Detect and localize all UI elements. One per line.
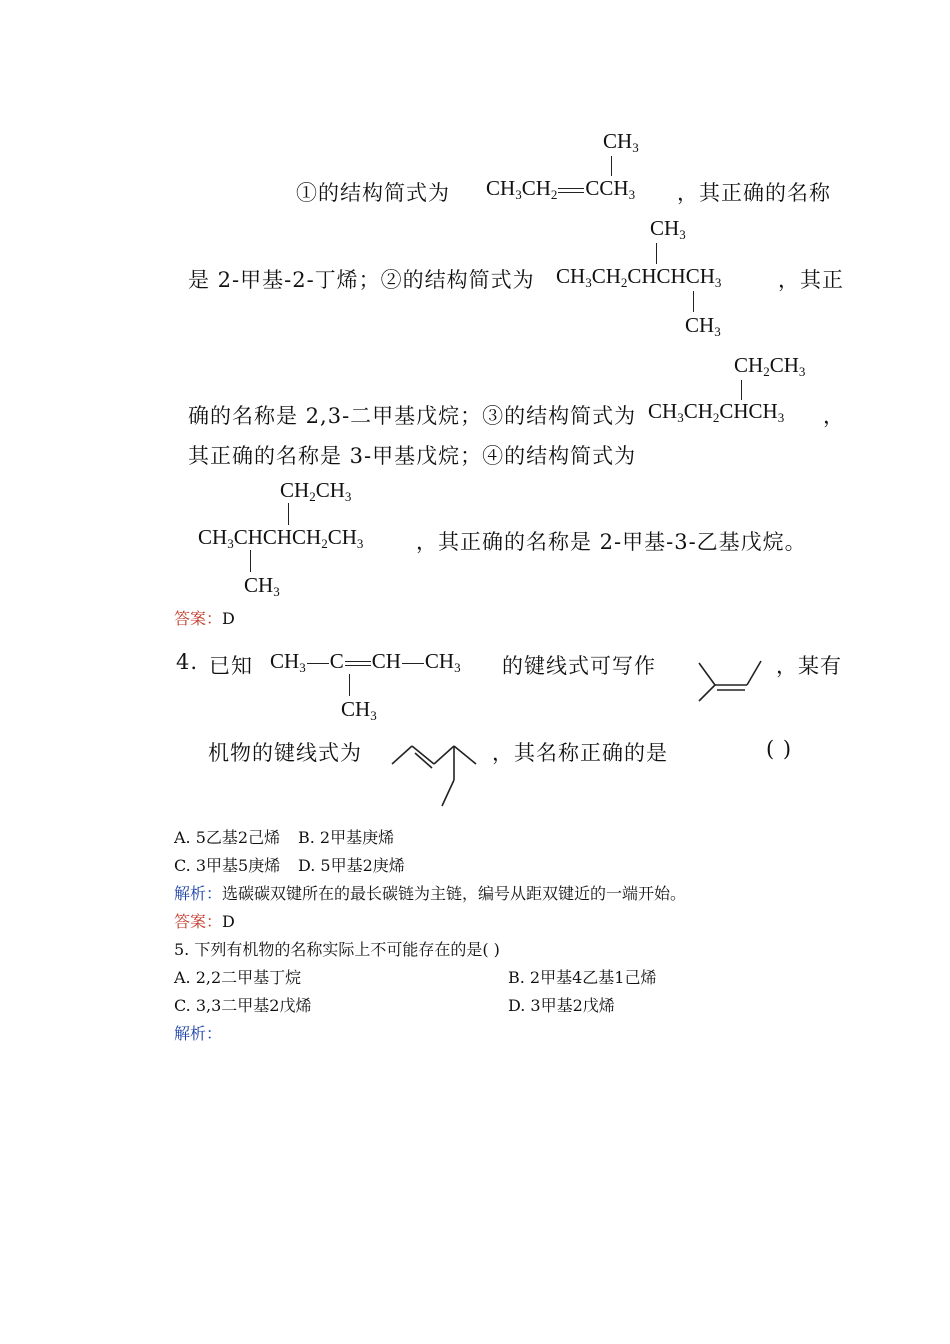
sol3-line3-prefix: 确的名称是 2,3-二甲基戊烷；③的结构简式为 <box>188 404 637 428</box>
sol3-line2-prefix: 是 2-甲基-2-丁烯；②的结构简式为 <box>188 268 535 292</box>
q5-option-b: B. 2甲基4乙基1己烯 <box>508 968 657 987</box>
q4-formula-bond <box>349 674 350 696</box>
analysis-label: 解析： <box>174 884 223 903</box>
formula-4-branch-top: $CH_2CH_3$ <box>280 478 352 504</box>
formula-4-bond-bottom <box>250 550 251 572</box>
formula-3-bond <box>741 380 742 400</box>
sol3-line2-suffix: ，其正 <box>778 268 844 292</box>
sol3-line1-prefix: ①的结构简式为 <box>296 181 450 205</box>
q4-option-d: D. 5甲基2庚烯 <box>298 856 405 875</box>
q4-number: 4. <box>176 650 199 674</box>
answer-label: 答案： <box>174 609 223 628</box>
q5-option-d: D. 3甲基2戊烯 <box>508 996 615 1015</box>
sol3-line4: 其正确的名称是 3-甲基戊烷；④的结构简式为 <box>188 444 637 468</box>
q4-skeletal-molecule <box>388 722 488 810</box>
sol3-line5-suffix: ，其正确的名称是 2-甲基-3-乙基戊烷。 <box>416 530 807 554</box>
formula-4: $CH_3CHCHCH_2CH_3$ <box>198 525 364 551</box>
q5-option-c: C. 3,3二甲基2戊烯 <box>174 996 312 1015</box>
formula-1: $CH_3CH_2$ $CCH_3$ <box>486 176 636 202</box>
q4-mid-text: 的键线式可写作 <box>502 654 656 678</box>
formula-2-bond-bottom <box>693 291 694 312</box>
q4-tail-text: ，某有 <box>776 654 842 678</box>
formula-3-branch: $CH_2CH_3$ <box>734 353 806 379</box>
formula-1-branch: $CH_3$ <box>603 129 639 155</box>
formula-2-branch-top: $CH_3$ <box>650 216 686 242</box>
answer-value: D <box>222 912 235 931</box>
q4-option-c: C. 3甲基5庚烯 <box>174 856 281 875</box>
q4-known: 已知 <box>209 654 253 678</box>
formula-4-bond-top <box>288 503 289 525</box>
q4-option-b: B. 2甲基庚烯 <box>298 828 395 847</box>
formula-2: $CH_3CH_2CHCHCH_3$ <box>556 264 722 290</box>
answer-label: 答案： <box>174 912 223 931</box>
formula-2-bond-top <box>656 243 657 264</box>
q4-answer <box>174 909 235 932</box>
q4-line2-suffix: ，其名称正确的是 <box>492 741 668 765</box>
answer-value: D <box>222 609 235 628</box>
formula-2-branch-bottom: $CH_3$ <box>685 313 721 339</box>
q4-answer-blank: ( ) <box>766 737 793 761</box>
q5-option-a: A. 2,2二甲基丁烷 <box>174 968 302 987</box>
q5-stem: 5. 下列有机物的名称实际上不可能存在的是( ) <box>174 940 500 959</box>
q4-option-a: A. 5乙基2己烯 <box>174 828 281 847</box>
q4-line2-prefix: 机物的键线式为 <box>208 741 362 765</box>
q4-analysis <box>174 881 686 904</box>
formula-3: $CH_3CH_2CHCH_3$ <box>648 399 785 425</box>
q5-analysis-label: 解析： <box>174 1024 223 1043</box>
q4-skeletal-example <box>695 655 767 705</box>
sol3-line3-suffix: ， <box>823 404 845 428</box>
sol3-line1-suffix: ，其正确的名称 <box>677 181 831 205</box>
q4-formula-branch: $CH_3$ <box>341 697 377 723</box>
formula-4-branch-bottom: $CH_3$ <box>244 573 280 599</box>
q4-formula: $CH_3$ C CH $CH_3$ <box>270 649 461 675</box>
formula-1-bond <box>611 156 612 176</box>
analysis-text: 选碳碳双键所在的最长碳链为主链，编号从距双键近的一端开始。 <box>222 884 687 903</box>
answer-3 <box>174 606 235 629</box>
